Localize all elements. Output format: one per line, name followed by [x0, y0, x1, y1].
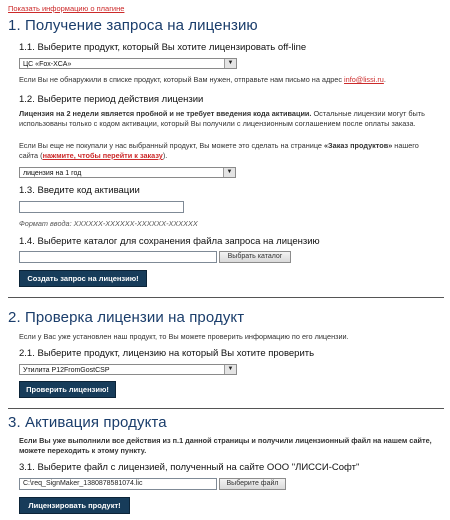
step4-heading: 1.4. Выберите каталог для сохранения файла запроса на лицензию	[19, 236, 320, 247]
section2-title: 2. Проверка лицензии на продукт	[8, 309, 245, 326]
step2-para2	[19, 141, 439, 161]
check-product-value: Утилита P12FromGostCSP	[23, 367, 110, 374]
order-page-name: «Заказ продуктов»	[324, 141, 393, 150]
period-select-value: лицензия на 1 год	[23, 170, 82, 177]
step2-para2-end: ).	[162, 151, 168, 160]
step1-note	[19, 75, 434, 85]
step1-heading: 1.1. Выберите продукт, который Вы хотите лицензировать off-line	[19, 42, 307, 53]
email-link[interactable]: info@lissi.ru	[344, 75, 384, 84]
check-product-select[interactable]	[19, 364, 237, 375]
step2-heading: 1.2. Выберите период действия лицензии	[19, 94, 204, 105]
step2-para2-mid: нашего сайта (	[19, 141, 419, 160]
create-request-button[interactable]: Создать запрос на лицензию!	[19, 270, 147, 287]
step21-heading: 2.1. Выберите продукт, лицензию на который Вы хотите проверить	[19, 348, 315, 359]
divider	[8, 408, 444, 409]
chevron-down-icon: ▼	[223, 168, 235, 177]
activation-format-hint: Формат ввода: XXXXXX-XXXXXX-XXXXXX-XXXXXX	[19, 219, 198, 228]
step2-para2-start: Если Вы еще не покупали у нас выбранный продукт, Вы можете это сделать на странице	[19, 141, 324, 150]
browse-folder-button[interactable]: Выбрать каталог	[219, 251, 291, 263]
section3-intro	[19, 436, 439, 456]
period-select[interactable]	[19, 167, 236, 178]
step2-para1	[19, 109, 439, 129]
show-plugin-info-link[interactable]: Показать информацию о плагине	[8, 4, 125, 13]
license-file-input[interactable]: C:\req_SignMaker_1380878581074.lic	[19, 478, 217, 490]
chevron-down-icon: ▼	[224, 365, 236, 374]
chevron-down-icon: ▼	[224, 59, 236, 68]
product-select[interactable]	[19, 58, 237, 69]
product-select-value: ЦС «Fox-XCA»	[23, 61, 72, 68]
license-product-button[interactable]: Лицензировать продукт!	[19, 497, 130, 514]
divider	[8, 297, 444, 298]
step3-heading: 1.3. Введите код активации	[19, 185, 140, 196]
check-license-button[interactable]: Проверить лицензию!	[19, 381, 116, 398]
order-link[interactable]: нажмите, чтобы перейти к заказу	[42, 151, 163, 160]
section2-intro: Если у Вас уже установлен наш продукт, то Вы можете проверить информацию по его лицензии.	[19, 332, 349, 341]
step2-para1-rest: Остальные лицензии могут быть использованы только с кодом активации, который Вы получили с лицензионным соглашением после оплаты заказа.	[19, 109, 425, 128]
trial-note: Лицензия на 2 недели является пробной и не требует введения кода активации.	[19, 109, 312, 118]
section3-title: 3. Активация продукта	[8, 414, 167, 431]
section3-intro-text: Если Вы уже выполнили все действия из п.1 данной страницы и получили лицензионный файл на нашем сайте, можете переходить к этому пункту.	[19, 436, 432, 455]
save-folder-input[interactable]	[19, 251, 217, 263]
step1-note-text: Если Вы не обнаружили в списке продукт, который Вам нужен, отправьте нам письмо на адрес	[19, 75, 345, 84]
activation-code-input[interactable]	[19, 201, 184, 213]
section1-title: 1. Получение запроса на лицензию	[8, 17, 258, 34]
step1-note-end: .	[383, 75, 386, 84]
choose-file-button[interactable]: Выберите файл	[219, 478, 286, 490]
step31-heading: 3.1. Выберите файл с лицензией, полученный на сайте ООО "ЛИССИ-Софт"	[19, 462, 360, 473]
